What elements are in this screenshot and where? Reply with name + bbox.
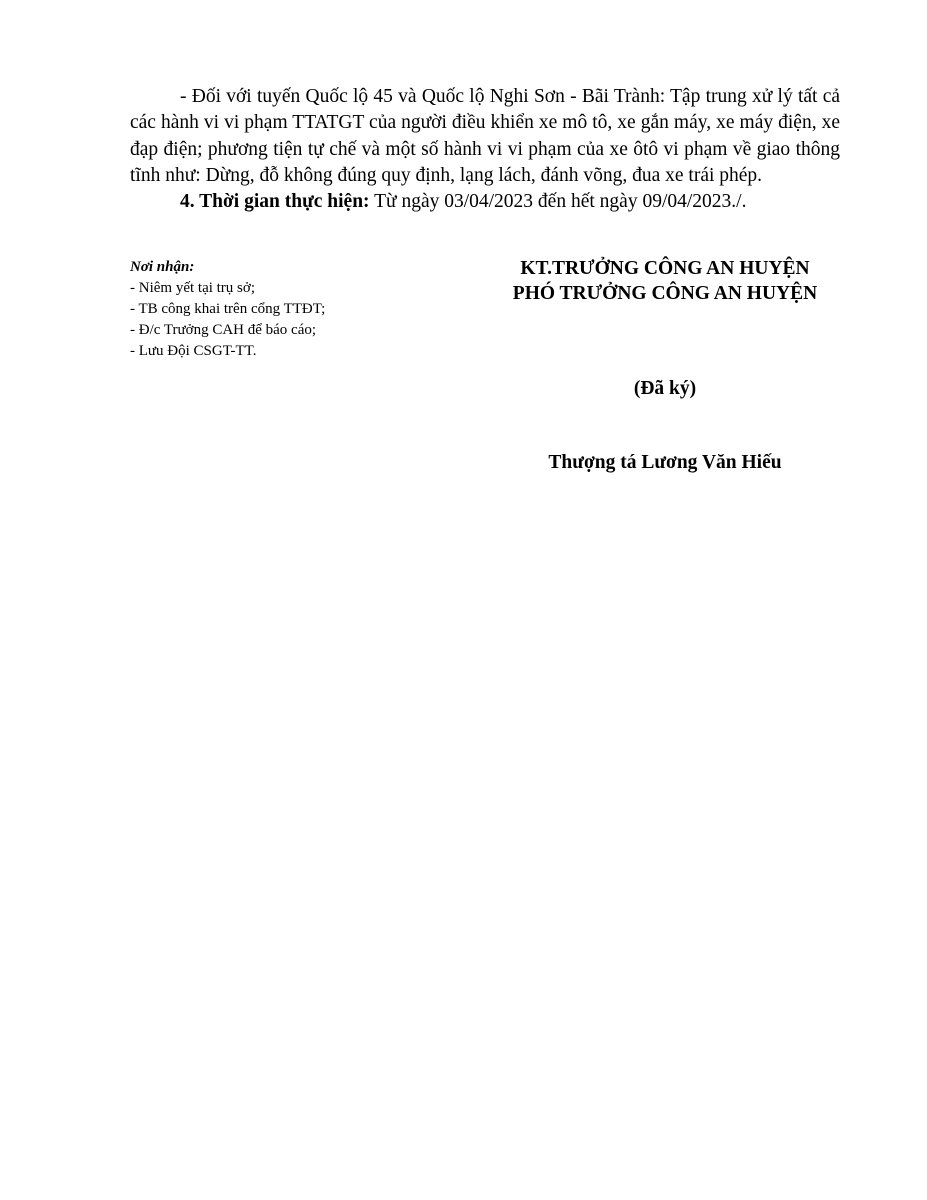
recipient-item: - Lưu Đội CSGT-TT.	[130, 343, 257, 359]
section-4-label: 4. Thời gian thực hiện:	[180, 191, 370, 213]
signature-block	[470, 256, 860, 473]
recipient-item: - TB công khai trên cổng TTĐT;	[130, 301, 326, 317]
signed-note: (Đã ký)	[633, 378, 697, 399]
section-4-text: Từ ngày 03/04/2023 đến hết ngày 09/04/2023./.	[369, 191, 747, 213]
body-text	[130, 84, 840, 215]
signer-name: Thượng tá Lương Văn Hiếu	[548, 452, 782, 473]
recipients-block	[130, 257, 460, 362]
paragraph-implementation-time	[130, 189, 840, 215]
recipients-list	[130, 278, 460, 362]
signer-authority-line2: PHÓ TRƯỞNG CÔNG AN HUYỆN	[512, 283, 818, 304]
recipient-item: - Niêm yết tại trụ sở;	[130, 280, 255, 296]
recipients-title: Nơi nhận:	[130, 259, 195, 275]
paragraph-national-roads: - Đối với tuyến Quốc lộ 45 và Quốc lộ Nghi Sơn - Bãi Trành: Tập trung xử lý tất cả các hành vi vi phạm TTATGT của người điều khiển xe mô tô, xe gắn máy, xe máy điện, xe đạp điện; phương tiện tự chế và một số hành vi vi phạm của xe ôtô vi phạm về giao thông tĩnh như: Dừng, đỗ không đúng quy định, lạng lách, đánh võng, đua xe trái phép.	[130, 86, 840, 186]
signer-authority-line1: KT.TRƯỞNG CÔNG AN HUYỆN	[520, 258, 810, 279]
recipient-item: - Đ/c Trưởng CAH để báo cáo;	[130, 322, 317, 338]
